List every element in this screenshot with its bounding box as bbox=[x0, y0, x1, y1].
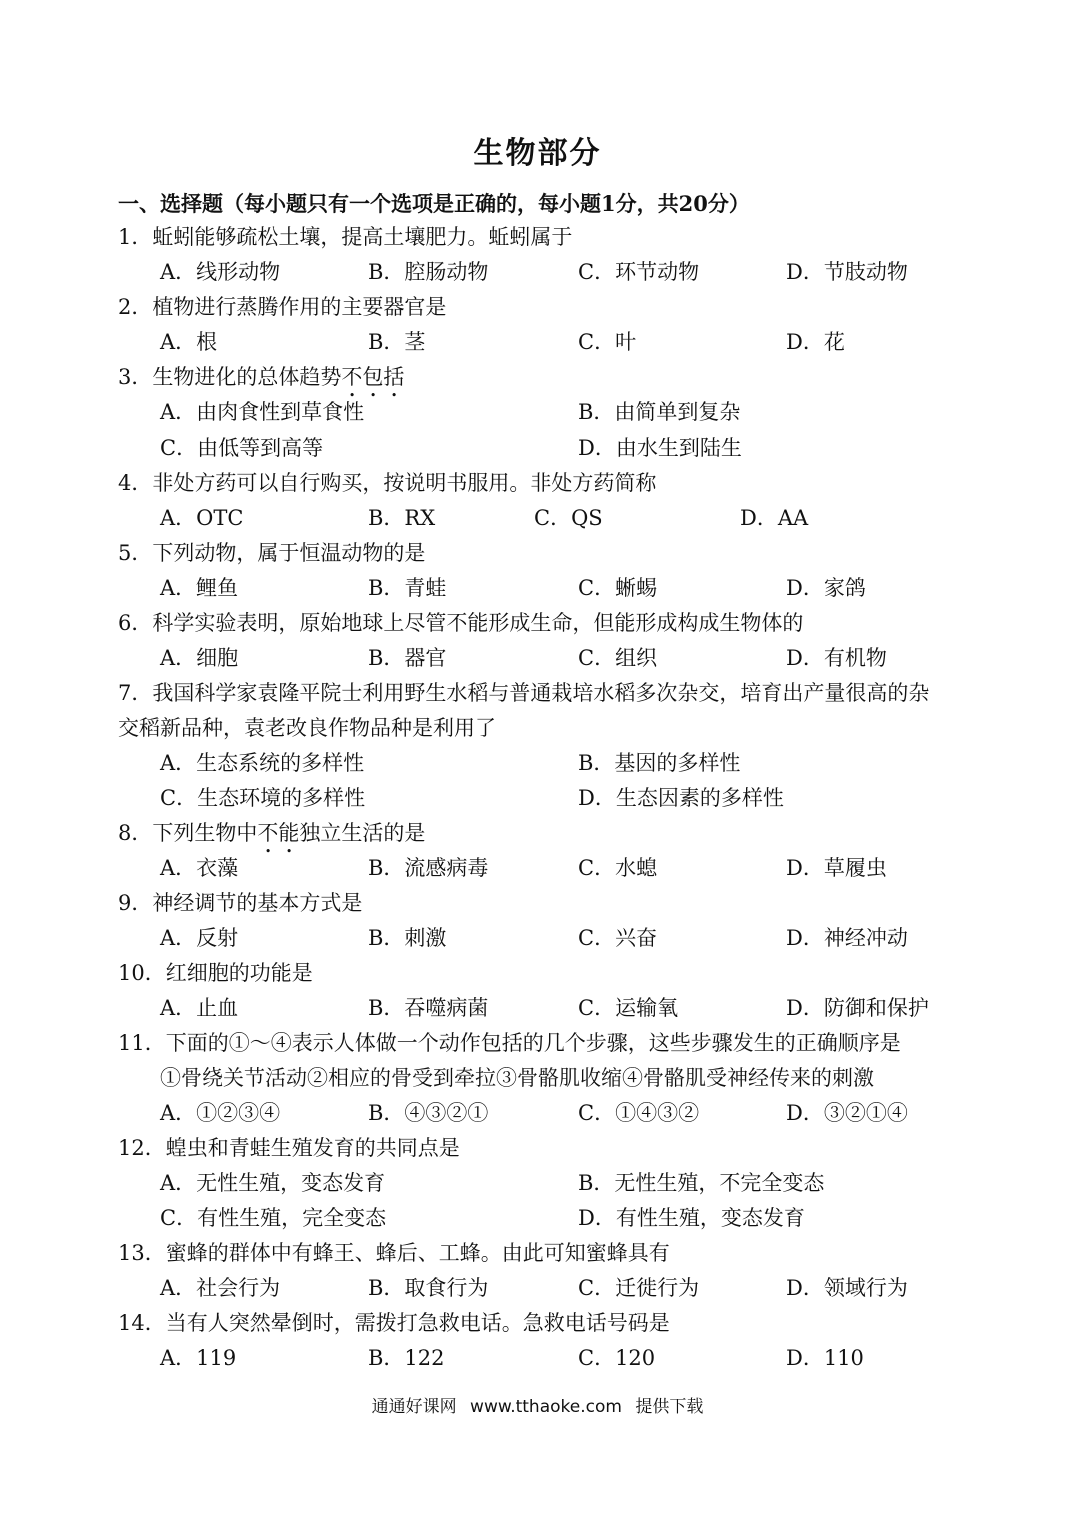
question-5-option-b: B．青蛙 bbox=[368, 576, 447, 600]
question-10-option-c: C．运输氧 bbox=[578, 996, 679, 1020]
question-13-stem: 13．蜜蜂的群体中有蜂王、蜂后、工蜂。由此可知蜜蜂具有 bbox=[118, 1241, 670, 1265]
question-1-option-b: B．腔肠动物 bbox=[368, 260, 489, 284]
question-6-option-a: A．细胞 bbox=[160, 646, 239, 670]
question-2-option-d: D．花 bbox=[786, 330, 845, 354]
question-8-option-d: D．草履虫 bbox=[786, 856, 887, 880]
question-14-option-b: B．122 bbox=[368, 1346, 445, 1370]
question-13-option-c: C．迁徙行为 bbox=[578, 1276, 700, 1300]
question-14-option-c: C．120 bbox=[578, 1346, 656, 1370]
footer-site-name: 通通好课网 bbox=[371, 1397, 457, 1417]
question-9-option-c: C．兴奋 bbox=[578, 926, 658, 950]
question-3-stem-text: 3．生物进化的总体趋势 bbox=[118, 365, 342, 389]
question-1-option-c: C．环节动物 bbox=[578, 260, 700, 284]
question-13-option-b: B．取食行为 bbox=[368, 1276, 489, 1300]
question-8-option-b: B．流感病毒 bbox=[368, 856, 489, 880]
question-5-option-d: D．家鸽 bbox=[786, 576, 866, 600]
question-5-stem: 5．下列动物，属于恒温动物的是 bbox=[118, 541, 426, 565]
question-6-option-c: C．组织 bbox=[578, 646, 658, 670]
question-4-option-c: C．QS bbox=[534, 506, 603, 530]
question-6-stem: 6．科学实验表明，原始地球上尽管不能形成生命，但能形成构成生物体的 bbox=[118, 611, 804, 635]
footer-url[interactable]: www.tthaoke.com bbox=[470, 1397, 622, 1417]
question-9-option-a: A．反射 bbox=[160, 926, 239, 950]
question-11-stem-line2: ①骨绕关节活动②相应的骨受到牵拉③骨骼肌收缩④骨骼肌受神经传来的刺激 bbox=[160, 1066, 874, 1090]
footer-suffix: 提供下载 bbox=[635, 1397, 704, 1417]
question-3-option-b: B．由简单到复杂 bbox=[578, 400, 741, 424]
question-11-option-a: A．①②③④ bbox=[160, 1101, 281, 1125]
question-10-option-a: A．止血 bbox=[160, 996, 239, 1020]
question-12-option-b: B．无性生殖，不完全变态 bbox=[578, 1171, 825, 1195]
question-1-option-d: D．节肢动物 bbox=[786, 260, 908, 284]
question-2-option-a: A．根 bbox=[160, 330, 218, 354]
question-4-option-d: D．AA bbox=[740, 506, 809, 530]
question-6-option-d: D．有机物 bbox=[786, 646, 887, 670]
question-7-option-c: C．生态环境的多样性 bbox=[160, 786, 366, 810]
question-9-stem: 9．神经调节的基本方式是 bbox=[118, 891, 363, 915]
question-1-option-a: A．线形动物 bbox=[160, 260, 281, 284]
page-footer bbox=[0, 1392, 1075, 1417]
question-8-emphasis: 不能 bbox=[257, 821, 300, 845]
question-11-option-d: D．③②①④ bbox=[786, 1101, 908, 1125]
question-2-stem: 2．植物进行蒸腾作用的主要器官是 bbox=[118, 295, 447, 319]
question-3-stem bbox=[118, 362, 404, 392]
question-3-option-a: A．由肉食性到草食性 bbox=[160, 400, 365, 424]
question-14-option-d: D．110 bbox=[786, 1346, 864, 1370]
question-3-option-d: D．由水生到陆生 bbox=[578, 436, 742, 460]
question-13-option-a: A．社会行为 bbox=[160, 1276, 281, 1300]
question-3-emphasis: 不包括 bbox=[341, 365, 405, 389]
question-11-stem: 11．下面的①～④表示人体做一个动作包括的几个步骤，这些步骤发生的正确顺序是 bbox=[118, 1031, 901, 1055]
question-8-option-c: C．水螅 bbox=[578, 856, 658, 880]
question-10-stem: 10．红细胞的功能是 bbox=[118, 961, 313, 985]
section-heading: 一、选择题（每小题只有一个选项是正确的，每小题1分，共20分） bbox=[118, 191, 750, 216]
question-12-option-a: A．无性生殖，变态发育 bbox=[160, 1171, 386, 1195]
question-3-option-c: C．由低等到高等 bbox=[160, 436, 324, 460]
question-11-option-c: C．①④③② bbox=[578, 1101, 700, 1125]
page-title: 生物部分 bbox=[473, 136, 602, 171]
question-4-option-b: B．RX bbox=[368, 506, 436, 530]
question-12-option-c: C．有性生殖，完全变态 bbox=[160, 1206, 387, 1230]
question-2-option-c: C．叶 bbox=[578, 330, 637, 354]
question-11-option-b: B．④③②① bbox=[368, 1101, 489, 1125]
question-7-option-a: A．生态系统的多样性 bbox=[160, 751, 365, 775]
question-14-stem: 14．当有人突然晕倒时，需拨打急救电话。急救电话号码是 bbox=[118, 1311, 670, 1335]
question-7-option-d: D．生态因素的多样性 bbox=[578, 786, 784, 810]
question-8-stem-tail: 独立生活的是 bbox=[299, 821, 426, 845]
question-5-option-a: A．鲤鱼 bbox=[160, 576, 239, 600]
question-4-option-a: A．OTC bbox=[160, 506, 244, 530]
question-2-option-b: B．茎 bbox=[368, 330, 426, 354]
question-6-option-b: B．器官 bbox=[368, 646, 447, 670]
question-7-stem: 7．我国科学家袁隆平院士利用野生水稻与普通栽培水稻多次杂交，培育出产量很高的杂 bbox=[118, 681, 930, 705]
question-14-option-a: A．119 bbox=[160, 1346, 237, 1370]
question-9-option-b: B．刺激 bbox=[368, 926, 447, 950]
question-8-stem bbox=[118, 818, 425, 848]
question-13-option-d: D．领域行为 bbox=[786, 1276, 908, 1300]
question-4-stem: 4．非处方药可以自行购买，按说明书服用。非处方药简称 bbox=[118, 471, 657, 495]
question-10-option-d: D．防御和保护 bbox=[786, 996, 929, 1020]
question-9-option-d: D．神经冲动 bbox=[786, 926, 908, 950]
question-7-option-b: B．基因的多样性 bbox=[578, 751, 741, 775]
question-5-option-c: C．蜥蜴 bbox=[578, 576, 658, 600]
question-12-stem: 12．蝗虫和青蛙生殖发育的共同点是 bbox=[118, 1136, 460, 1160]
question-1-stem: 1．蚯蚓能够疏松土壤，提高土壤肥力。蚯蚓属于 bbox=[118, 225, 573, 249]
question-10-option-b: B．吞噬病菌 bbox=[368, 996, 489, 1020]
question-8-stem-text: 8．下列生物中 bbox=[118, 821, 258, 845]
question-8-option-a: A．衣藻 bbox=[160, 856, 239, 880]
question-12-option-d: D．有性生殖，变态发育 bbox=[578, 1206, 805, 1230]
question-7-stem-line2: 交稻新品种，袁老改良作物品种是利用了 bbox=[118, 716, 496, 740]
